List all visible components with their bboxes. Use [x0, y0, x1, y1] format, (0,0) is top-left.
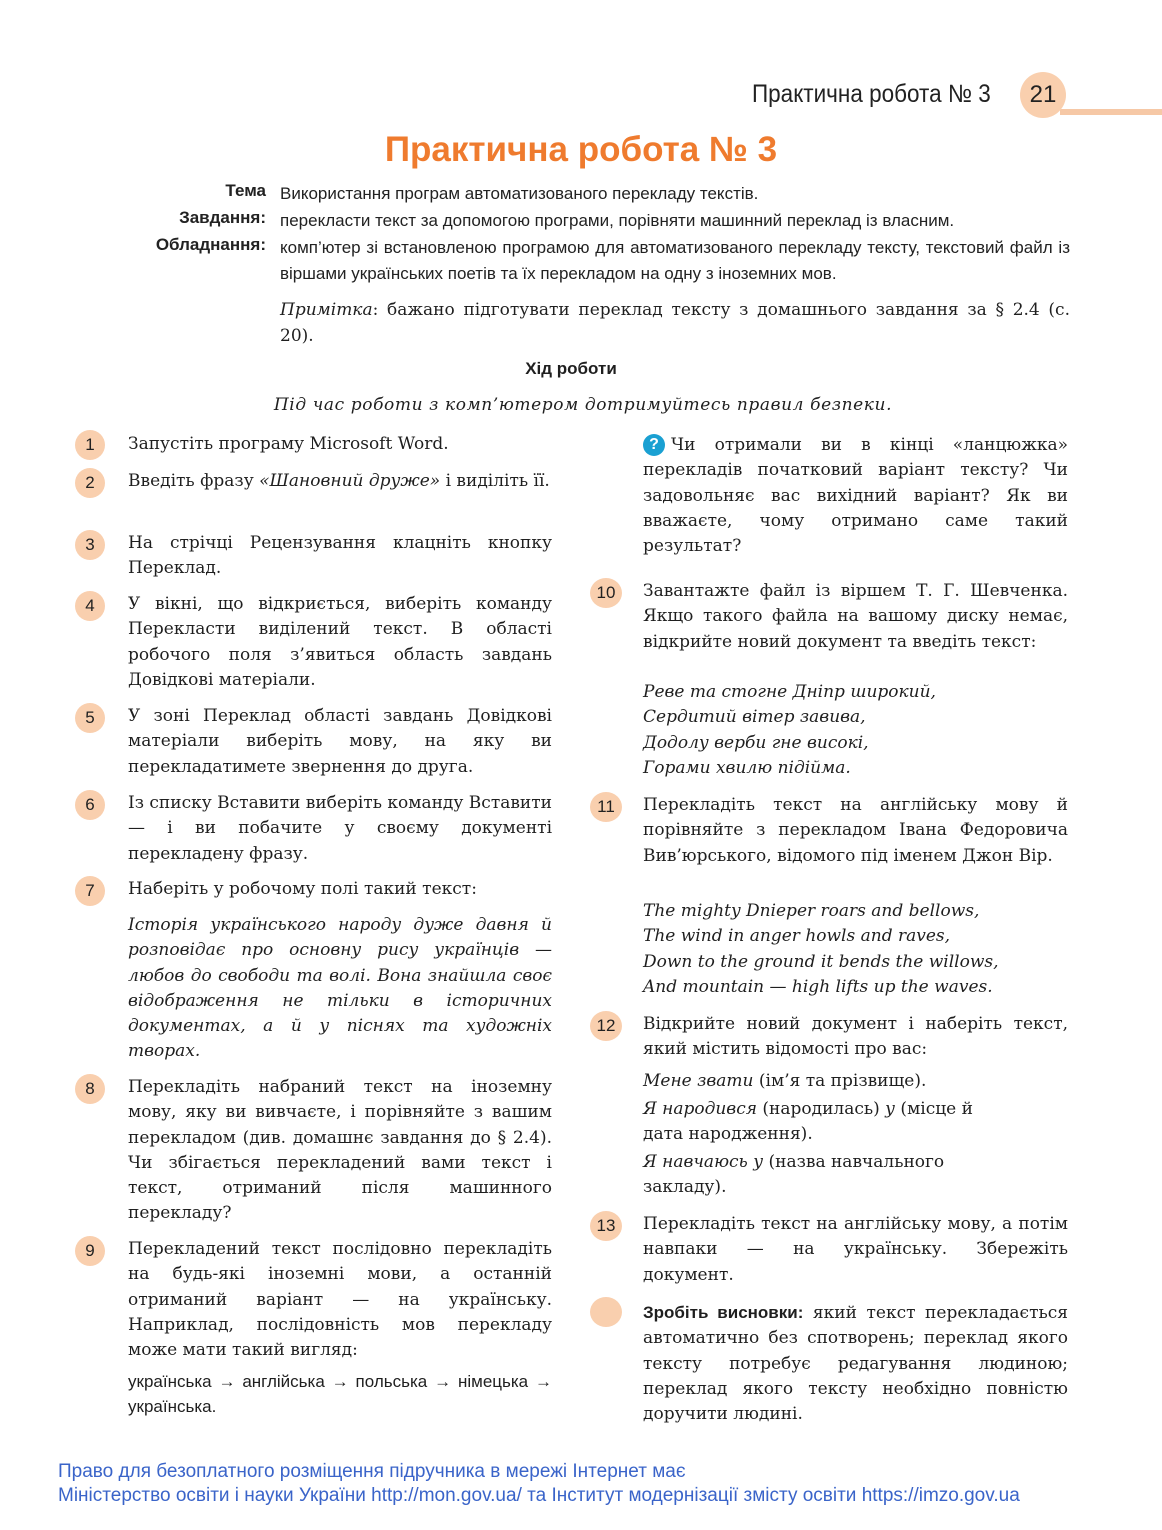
step-4-text: У вікні, що відкриється, виберіть команду Перекласти виділений текст. В області робочого поля з’явиться область завдань Довідкові матеріали.: [128, 594, 552, 690]
step-number: 6: [75, 790, 105, 820]
step-1-text: Запустіть програму Microsoft Word.: [128, 434, 449, 454]
poem-line: The mighty Dnieper roars and bellows,: [643, 901, 980, 921]
step-7-quote: Історія українського народу дуже давня й розповідає про основну рису українців — любов до свободи та волі. Вона знайшла своє відображення не тільки в історичних документах, а й у піснях та художніх творах.: [128, 915, 552, 1062]
section-heading: Хід роботи: [525, 359, 617, 378]
task-text: перекласти текст за допомогою програми, порівняти машинний переклад із власним.: [280, 211, 955, 230]
step-number: 1: [75, 430, 105, 460]
step-3-text: На стрічці Рецензування клацніть кнопку Переклад.: [128, 533, 552, 579]
question-text: Чи отримали ви в кінці «ланцюжка» перекладів початковий варіант тексту? Чи задовольняє вас вихідний варіант? Як ви вважаєте, чому отримано саме такий результат?: [643, 435, 1068, 557]
topic-text: Використання програм автоматизованого перекладу текстів.: [280, 184, 759, 203]
step-12-l1-it: Мене звати: [643, 1071, 754, 1091]
step-number: 4: [75, 591, 105, 621]
safety-note: Під час роботи з комп’ютером дотримуйтесь правил безпеки.: [273, 395, 893, 415]
poem-line: Down to the ground it bends the willows,: [643, 951, 999, 972]
equipment-label: Обладнання:: [155, 235, 266, 254]
step-12-line-2: [643, 1097, 1003, 1148]
header-rule: [1060, 109, 1162, 115]
poem-line: Реве та стогне Дніпр широкий,: [643, 682, 936, 702]
question-icon: ?: [643, 434, 665, 456]
task-label: Завдання:: [179, 208, 266, 227]
step-8-text: Перекладіть набраний текст на іноземну мову, яку ви вивчаєте, і порівняйте з вашим перекладом (див. домашнє завдання до § 2.4). Чи збігається перекладений вами текст і текст, отриманий після машинного перекладу?: [128, 1077, 552, 1224]
running-title: Практична робота № 3: [752, 80, 991, 108]
step-2-phrase: «Шановний друже»: [259, 471, 441, 491]
footer-line-1: Право для безоплатного розміщення підручника в мережі Інтернет має: [58, 1461, 686, 1482]
step-12-line-1: [643, 1069, 1003, 1094]
step-12-l1: (ім’я та прізвище).: [753, 1071, 927, 1091]
conclusion-text: [643, 1300, 1068, 1427]
step-number: 5: [75, 703, 105, 733]
step-number: 3: [75, 530, 105, 560]
poem-line: And mountain — high lifts up the waves.: [643, 976, 993, 997]
step-11-poem: [643, 899, 1068, 1000]
step-12-line-3: [643, 1150, 1003, 1201]
note-text: : бажано підготувати переклад тексту з домашнього завдання за § 2.4 (с. 20).: [280, 300, 1070, 346]
step-12-l2-it2: у: [885, 1099, 896, 1119]
step-13-text: Перекладіть текст на англійську мову, а потім навпаки — на українську. Збережіть документ.: [643, 1214, 1068, 1285]
step-number: 7: [75, 876, 105, 906]
step-12-l3: (назва навчального закладу).: [643, 1152, 945, 1198]
poem-line: Горами хвилю підійма.: [643, 757, 851, 778]
footer-line-2[interactable]: Міністерство освіти і науки України http://mon.gov.ua/ та Інститут модернізації змісту освіти https://imzo.gov.ua: [58, 1485, 1020, 1506]
step-10-text: Завантажте файл із віршем Т. Г. Шевченка. Якщо такого файла на вашому диску немає, відкрийте новий документ та введіть текст:: [643, 581, 1068, 652]
poem-line: The wind in anger howls and raves,: [643, 926, 951, 947]
step-number: 11: [590, 792, 622, 822]
step-number: 13: [590, 1211, 622, 1241]
conclusion-label: Зробіть висновки:: [643, 1303, 804, 1322]
step-2-pre: Введіть фразу: [128, 471, 260, 491]
question-block: [643, 433, 1068, 559]
step-number: 9: [75, 1236, 105, 1266]
conclusion-marker: [590, 1297, 622, 1327]
poem-line: Додолу верби гне високі,: [643, 732, 869, 753]
page-number-badge: 21: [1020, 72, 1066, 118]
step-7-text: Наберіть у робочому полі такий текст:: [128, 879, 477, 899]
step-10-poem: [643, 680, 1068, 781]
step-2-post: і виділіть її.: [440, 471, 550, 491]
step-number: 2: [75, 468, 105, 498]
conclusion-body: який текст перекладається автоматично без спотворень; переклад якого тексту потребує редагування людиною; переклад якого тексту необхідно повністю доручити людині.: [643, 1303, 1068, 1425]
step-2-text: [128, 469, 552, 494]
page-title: Практична робота № 3: [384, 130, 778, 169]
step-6-text: Із списку Вставити виберіть команду Вставити — і ви побачите у своєму документі перекладену фразу.: [128, 793, 552, 864]
step-12-l2: (місце й дата народження).: [643, 1099, 973, 1145]
poem-line: Сердитий вітер завива,: [643, 707, 866, 728]
step-5-text: У зоні Переклад області завдань Довідкові матеріали виберіть мову, на яку ви перекладатимете звернення до друга.: [128, 706, 552, 777]
equipment-text: комп’ютер зі встановленою програмою для автоматизованого перекладу тексту, текстовий файл із віршами українських поетів та їх перекладом на одну з іноземних мов.: [280, 238, 1070, 283]
topic-label: Тема: [225, 181, 266, 200]
step-12-l2-it: Я народився: [643, 1099, 757, 1119]
step-number: 8: [75, 1074, 105, 1104]
step-9-text: Перекладений текст послідовно перекладіть на будь-які іноземні мови, а останній отриманий варіант — на українську. Наприклад, послідовність мов перекладу може мати такий вигляд:: [128, 1239, 552, 1361]
step-11-text: Перекладіть текст на англійську мову й порівняйте з перекладом Івана Федоровича Вив’юрського, відомого під іменем Джон Вір.: [643, 795, 1068, 866]
step-12-l3-it: Я навчаюсь у: [643, 1152, 764, 1172]
step-12-l2-mid: (народилась): [756, 1099, 886, 1119]
step-number: 12: [590, 1011, 622, 1041]
note: [280, 297, 1070, 349]
step-9-chain: українська → англійська → польська → німецька → українська.: [128, 1372, 552, 1417]
step-12-text: Відкрийте новий документ і наберіть текст, який містить відомості про вас:: [643, 1014, 1068, 1060]
step-number: 10: [590, 578, 622, 608]
note-label: Примітка: [280, 300, 373, 320]
